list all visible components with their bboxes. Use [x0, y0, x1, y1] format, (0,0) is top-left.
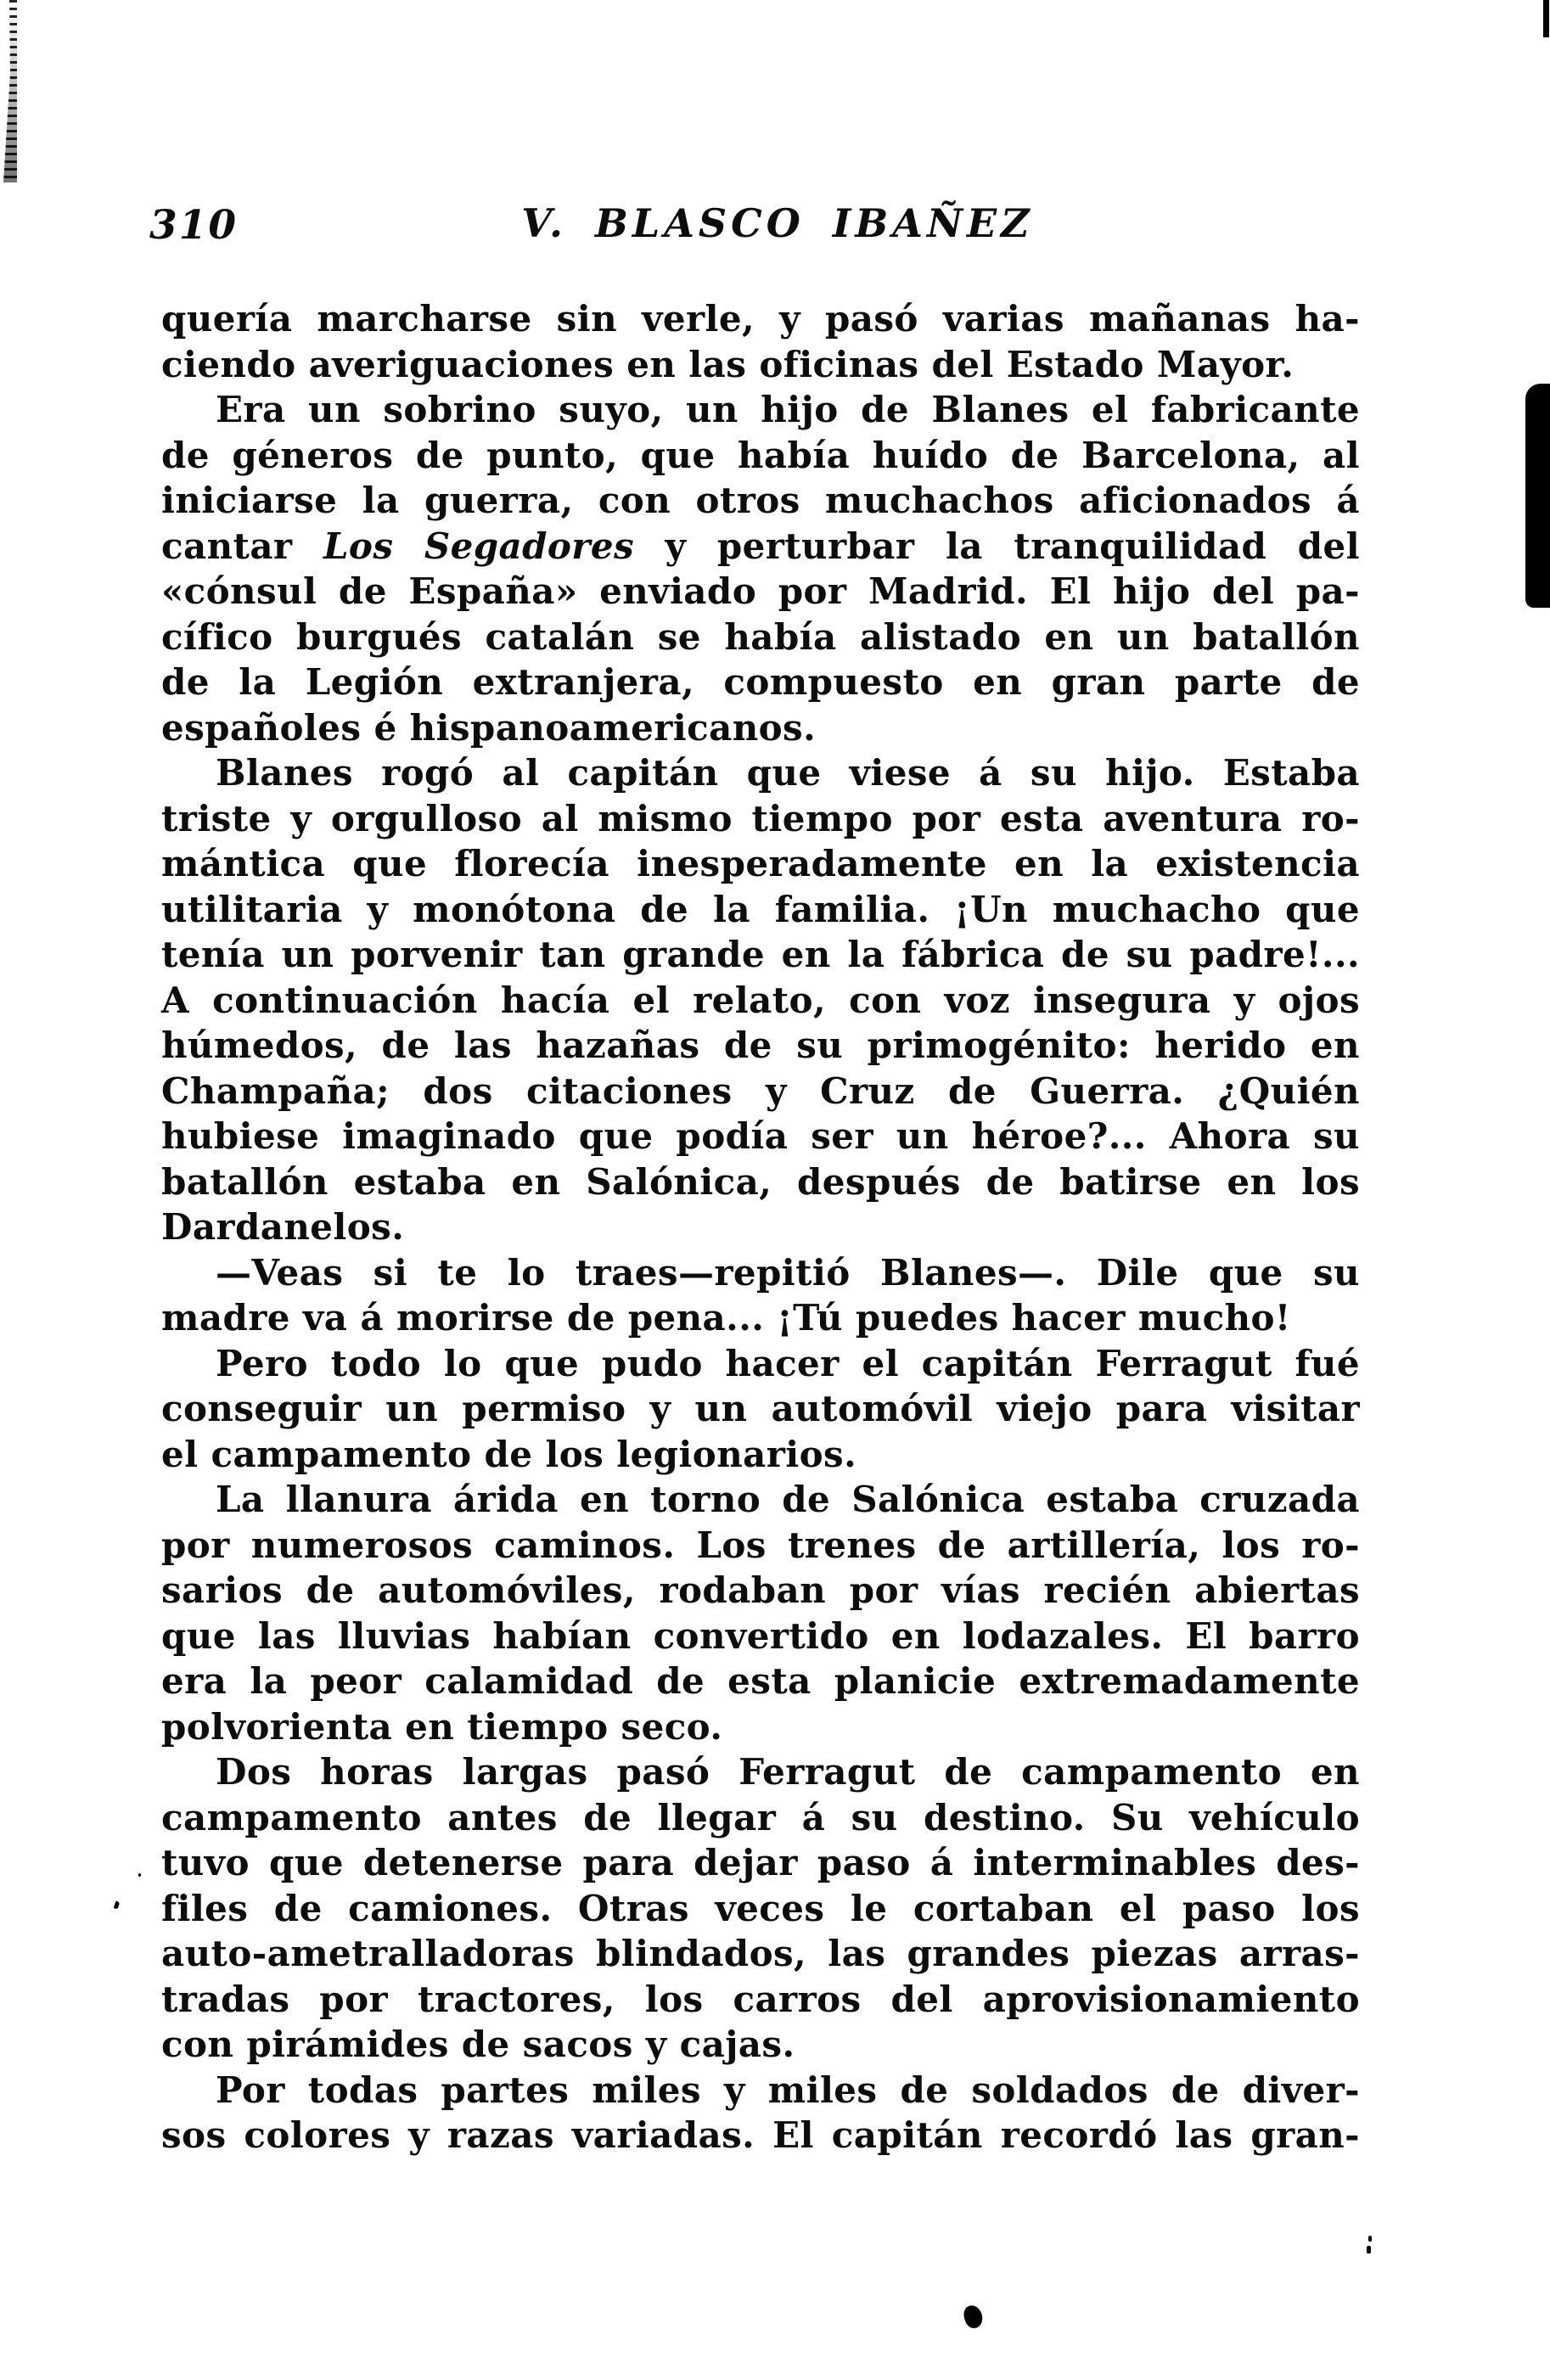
text-line — [161, 1250, 1360, 1296]
text-segment: Era un sobrino suyo, un hijo de Blanes el fabricante — [216, 389, 1360, 430]
text-segment: files de camiones. Otras veces le cortaban el paso los — [161, 1887, 1360, 1929]
ink-edge-speckle — [0, 0, 17, 182]
ink-speck — [1368, 2236, 1372, 2242]
text-line — [161, 2113, 1360, 2158]
text-segment: Dardanelos. — [161, 1206, 405, 1248]
text-segment: mántica que florecía inesperadamente en la existencia — [161, 843, 1360, 884]
text-line — [161, 1159, 1360, 1205]
running-title: V. BLASCO IBAÑEZ — [521, 200, 1034, 246]
text-segment: polvorienta en tiempo seco. — [161, 1705, 723, 1748]
text-segment: campamento antes de llegar á su destino. Su vehículo — [161, 1796, 1360, 1838]
text-line — [161, 705, 1360, 751]
text-segment: tuvo que detenerse para dejar paso á interminables des- — [161, 1842, 1360, 1883]
text-segment: hubiese imaginado que podía ser un héroe?... Ahora su — [161, 1115, 1360, 1157]
text-segment: Pero todo lo que pudo hacer el capitán Ferragut fué — [216, 1342, 1360, 1384]
text-segment: Dos horas largas pasó Ferragut de campamento en — [216, 1751, 1360, 1793]
text-line — [161, 296, 1360, 342]
text-segment: por numerosos caminos. Los trenes de artillería, los ro- — [161, 1524, 1360, 1566]
text-segment: húmedos, de las hazañas de su primogénito: herido en — [161, 1024, 1360, 1066]
text-line — [161, 1114, 1360, 1159]
ink-bottom-blob — [962, 2304, 984, 2330]
text-line — [161, 750, 1360, 796]
text-segment: que las lluvias habían convertido en lodazales. El barro — [161, 1614, 1360, 1657]
text-segment: auto-ametralladoras blindados, las grandes piezas arras- — [161, 1933, 1360, 1974]
text-segment: iniciarse la guerra, con otros muchachos aficionados á — [161, 480, 1360, 521]
text-line — [161, 1840, 1360, 1886]
text-segment: y perturbar la tranquilidad del — [634, 525, 1360, 567]
text-line — [161, 1023, 1360, 1069]
text-segment: de géneros de punto, que había huído de Barcelona, al — [161, 434, 1360, 476]
text-line — [161, 1477, 1360, 1523]
text-segment: Champaña; dos citaciones y Cruz de Guerra. ¿Quién — [161, 1069, 1360, 1112]
text-line — [161, 433, 1360, 479]
text-segment: triste y orgulloso al mismo tiempo por esta aventura ro- — [161, 797, 1360, 839]
text-line — [161, 524, 1360, 570]
ink-edge-blob — [1525, 384, 1550, 608]
text-segment: ciendo averiguaciones en las oficinas del Estado Mayor. — [161, 343, 1294, 385]
ink-speck — [138, 1873, 141, 1877]
italic-text-segment: Los Segadores — [323, 525, 634, 567]
text-line — [161, 1204, 1360, 1250]
text-line — [161, 342, 1360, 388]
text-line — [161, 2022, 1360, 2068]
text-segment: conseguir un permiso y un automóvil viejo para visitar — [161, 1388, 1360, 1429]
text-line — [161, 1795, 1360, 1841]
text-segment: batallón estaba en Salónica, después de batirse en los — [161, 1160, 1360, 1203]
text-line — [161, 841, 1360, 887]
text-line — [161, 1659, 1360, 1704]
text-line — [161, 1432, 1360, 1478]
text-line — [161, 1523, 1360, 1569]
text-segment: tenía un porvenir tan grande en la fábrica de su padre!... — [161, 934, 1360, 975]
text-line — [161, 1886, 1360, 1932]
text-segment: «cónsul de España» enviado por Madrid. El hijo del pa- — [161, 570, 1360, 612]
text-line — [161, 887, 1360, 933]
text-segment: Por todas partes miles y miles de soldados de diver- — [216, 2068, 1360, 2111]
text-line — [161, 478, 1360, 524]
text-line — [161, 1386, 1360, 1432]
text-line — [161, 796, 1360, 842]
text-segment: sarios de automóviles, rodaban por vías recién abiertas — [161, 1569, 1360, 1611]
page-number: 310 — [149, 202, 239, 249]
text-line — [161, 660, 1360, 705]
text-segment: quería marcharse sin verle, y pasó varias mañanas ha- — [161, 298, 1360, 340]
ink-speck — [1367, 2246, 1371, 2254]
text-segment: cífico burgués catalán se había alistado en un batallón — [161, 615, 1360, 658]
text-line — [161, 1069, 1360, 1114]
text-line — [161, 1341, 1360, 1387]
ink-corner-line — [1543, 0, 1549, 37]
text-segment: era la peor calamidad de esta planicie extremadamente — [161, 1660, 1360, 1702]
text-line — [161, 569, 1360, 615]
text-segment: La llanura árida en torno de Salónica estaba cruzada — [216, 1479, 1360, 1520]
text-line — [161, 978, 1360, 1024]
text-segment: utilitaria y monótona de la familia. ¡Un muchacho que — [161, 888, 1360, 930]
text-line — [161, 1977, 1360, 2023]
text-segment: —Veas si te lo traes—repitió Blanes—. Dile que su — [216, 1251, 1360, 1294]
text-line — [161, 1295, 1360, 1341]
text-segment: el campamento de los legionarios. — [161, 1433, 857, 1475]
text-segment: madre va á morirse de pena... ¡Tú puedes hacer mucho! — [161, 1297, 1291, 1339]
text-segment: tradas por tractores, los carros del aprovisionamiento — [161, 1978, 1360, 2020]
text-segment: españoles é hispanoamericanos. — [161, 706, 817, 749]
text-segment: A continuación hacía el relato, con voz insegura y ojos — [161, 979, 1360, 1021]
text-line — [161, 932, 1360, 978]
text-line — [161, 1931, 1360, 1977]
text-line — [161, 1614, 1360, 1659]
ink-speck — [114, 1900, 121, 1909]
text-segment: Blanes rogó al capitán que viese á su hijo. Estaba — [216, 752, 1360, 794]
text-segment: sos colores y razas variadas. El capitán recordó las gran- — [161, 2114, 1360, 2156]
text-line — [161, 387, 1360, 433]
text-line — [161, 615, 1360, 660]
text-segment: con pirámides de sacos y cajas. — [161, 2024, 795, 2065]
text-segment: de la Legión extranjera, compuesto en gran parte de — [161, 661, 1360, 703]
text-line — [161, 2068, 1360, 2113]
text-segment: cantar — [161, 525, 323, 567]
text-line — [161, 1568, 1360, 1614]
text-block — [161, 296, 1360, 2158]
text-line — [161, 1749, 1360, 1795]
text-line — [161, 1704, 1360, 1750]
